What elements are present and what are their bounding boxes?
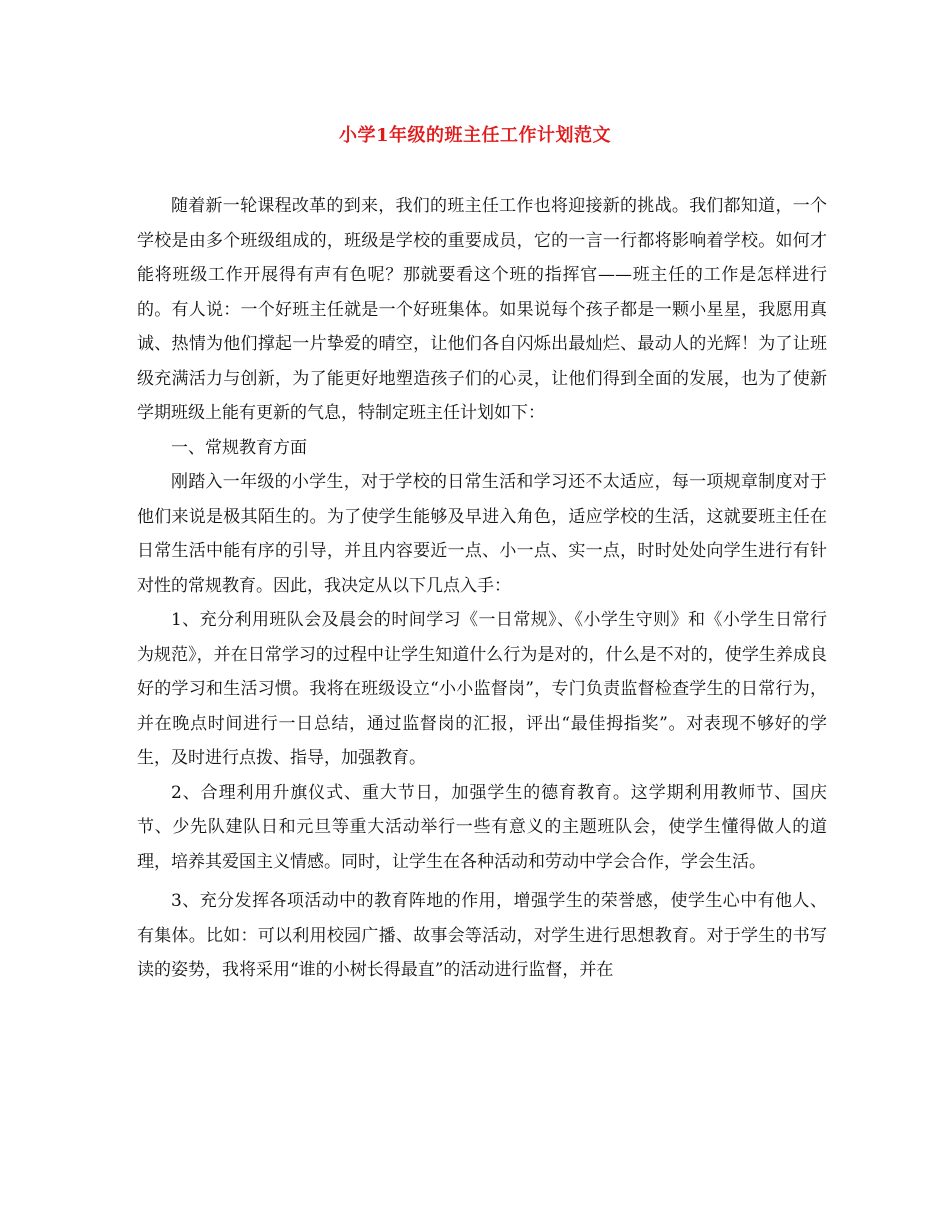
document-body (137, 189, 827, 988)
document-title: 小学1年级的班主任工作计划范文 (338, 125, 612, 146)
paragraph-item-1: 1、充分利用班队会及晨会的时间学习《一日常规》、《小学生守则》和《小学生日常行为规范》，并在日常学习的过程中让学生知道什么行为是对的，什么是不对的，使学生养成良好的学习和生活习惯。我将在班级设立“小小监督岗”，专门负责监督检查学生的日常行为，并在晚点时间进行一日总结，通过监督岗的汇报，评出“最佳拇指奖”。对表现不够好的学生，及时进行点拨、指导，加强教育。 (137, 610, 827, 768)
intro-paragraph: 随着新一轮课程改革的到来，我们的班主任工作也将迎接新的挑战。我们都知道，一个学校是由多个班级组成的，班级是学校的重要成员，它的一言一行都将影响着学校。如何才能将班级工作开展得有声有色呢？那就要看这个班的指挥官——班主任的工作是怎样进行的。有人说：一个好班主任就是一个好班集体。如果说每个孩子都是一颗小星星，我愿用真诚、热情为他们撑起一片挚爱的晴空，让他们各自闪烁出最灿烂、最动人的光辉！为了让班级充满活力与创新，为了能更好地塑造孩子们的心灵，让他们得到全面的发展，也为了使新学期班级上能有更新的气息，特制定班主任计划如下： (137, 196, 827, 423)
paragraph-item-3: 3、充分发挥各项活动中的教育阵地的作用，增强学生的荣誉感，使学生心中有他人、有集体。比如：可以利用校园广播、故事会等活动，对学生进行思想教育。对于学生的书写读的姿势，我将采用“谁的小树长得最直”的活动进行监督，并在 (137, 891, 827, 980)
paragraph-item-2: 2、合理利用升旗仪式、重大节日，加强学生的德育教育。这学期利用教师节、国庆节、少先队建队日和元旦等重大活动举行一些有意义的主题班队会，使学生懂得做人的道理，培养其爱国主义情感。同时，让学生在各种活动和劳动中学会合作，学会生活。 (137, 782, 827, 872)
paragraph-routine-education: 刚踏入一年级的小学生，对于学校的日常生活和学习还不太适应，每一项规章制度对于他们来说是极其陌生的。为了使学生能够及早进入角色，适应学校的生活，这就要班主任在日常生活中能有序的引导，并且内容要近一点、小一点、实一点，时时处处向学生进行有针对性的常规教育。因此，我决定从以下几点入手： (137, 472, 827, 596)
section-heading: 一、常规教育方面 (171, 437, 307, 458)
